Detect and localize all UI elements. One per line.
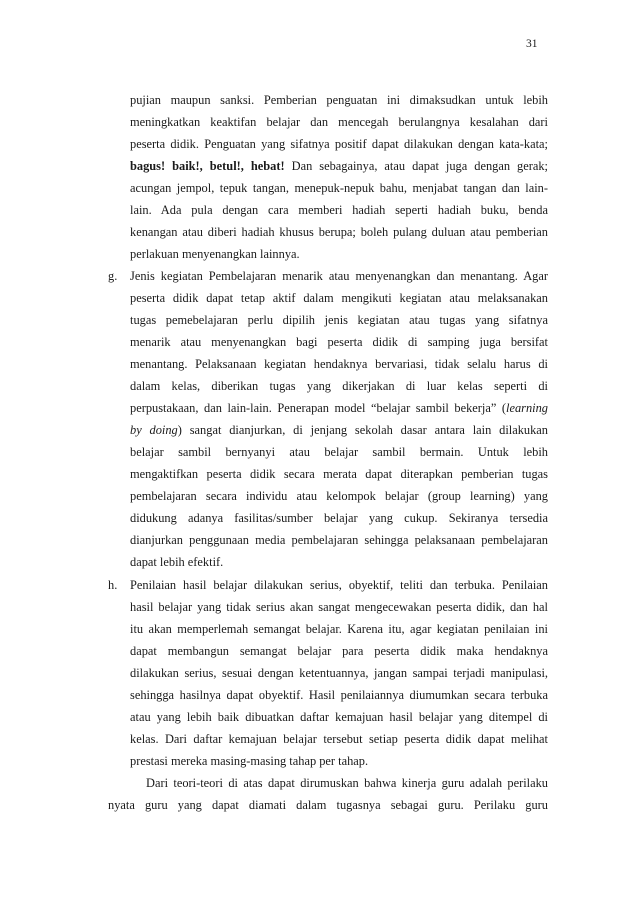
item-h-line: dapat membangun semangat belajar para peserta didik maka hendaknya — [130, 644, 548, 658]
item-g-line: dalam kelas, diberikan tugas yang dikerjakan di luar kelas seperti di — [130, 379, 548, 393]
item-g-line — [130, 398, 548, 418]
paragraph-line: pujian maupun sanksi. Pemberian penguatan ini dimaksudkan untuk lebih — [130, 93, 548, 107]
item-h-line: sehingga hasilnya dapat obyektif. Hasil penilaiannya diumumkan secara terbuka — [130, 688, 548, 702]
praise-words: bagus! baik!, betul!, hebat! — [130, 159, 285, 173]
closing-line: Dari teori-teori di atas dapat dirumuskan bahwa kinerja guru adalah perilaku — [146, 776, 548, 790]
item-g-line: mengaktifkan peserta didik secara merata dapat diterapkan pemberian tugas — [130, 467, 548, 481]
item-g-line: pembelajaran secara individu atau kelompok belajar (group learning) yang — [130, 489, 548, 503]
paragraph-line: lain. Ada pula dengan cara memberi hadiah seperti hadiah buku, benda — [130, 203, 548, 217]
item-g-line: dianjurkan penggunaan media pembelajaran sehingga pelaksanaan pembelajaran — [130, 533, 548, 547]
item-g-line: peserta didik dapat tetap aktif dalam mengikuti kegiatan atau melaksanakan — [130, 291, 548, 305]
item-g-line: belajar sambil bernyanyi atau belajar sambil bermain. Untuk lebih — [130, 445, 548, 459]
paragraph-line — [130, 156, 548, 176]
paragraph-text: ) sangat dianjurkan, di jenjang sekolah dasar antara lain dilakukan — [177, 423, 548, 437]
item-g-line: dapat lebih efektif. — [130, 555, 224, 569]
list-marker-h: h. — [108, 578, 118, 592]
paragraph-text: Dan sebagainya, atau dapat juga dengan gerak; — [284, 159, 548, 173]
item-h-line: prestasi mereka masing-masing tahap per tahap. — [130, 754, 369, 768]
closing-line: nyata guru yang dapat diamati dalam tugasnya sebagai guru. Perilaku guru — [108, 798, 548, 812]
item-g-line: menantang. Pelaksanaan kegiatan hendaknya bervariasi, tidak selalu harus di — [130, 357, 548, 371]
item-h-line: Penilaian hasil belajar dilakukan serius, obyektif, teliti dan terbuka. Penilaian — [130, 578, 548, 592]
paragraph-line: perlakuan menyenangkan lainnya. — [130, 247, 300, 261]
list-marker-g: g. — [108, 269, 118, 283]
item-g-line: menarik atau menyenangkan bagi peserta didik di samping juga bersifat — [130, 335, 548, 349]
item-h-line: dilakukan serius, sesuai dengan ketentuannya, jangan sampai terjadi manipulasi, — [130, 666, 548, 680]
italic-term: by doing — [130, 423, 178, 437]
paragraph-line: kenangan atau diberi hadiah khusus berupa; boleh pulang duluan atau pemberian — [130, 225, 548, 239]
item-h-line: kelas. Dari daftar kemajuan belajar tersebut setiap peserta didik dapat melihat — [130, 732, 548, 746]
italic-term: learning — [506, 401, 548, 415]
paragraph-line: peserta didik. Penguatan yang sifatnya positif dapat dilakukan dengan kata-kata; — [130, 137, 548, 151]
item-g-line: Jenis kegiatan Pembelajaran menarik atau menyenangkan dan menantang. Agar — [130, 269, 548, 283]
item-g-line: didukung adanya fasilitas/sumber belajar yang cukup. Sekiranya tersedia — [130, 511, 548, 525]
paragraph-line: acungan jempol, tepuk tangan, menepuk-nepuk bahu, menjabat tangan dan lain- — [130, 181, 548, 195]
page-number: 31 — [526, 38, 538, 50]
paragraph-line: meningkatkan keaktifan belajar dan mencegah berulangnya kesalahan dari — [130, 115, 548, 129]
item-h-line: hasil belajar yang tidak serius akan sangat mengecewakan peserta didik, dan hal — [130, 600, 548, 614]
item-g-line: tugas pemebelajaran perlu dipilih jenis kegiatan atau tugas yang sifatnya — [130, 313, 548, 327]
paragraph-text: perpustakaan, dan lain-lain. Penerapan model “belajar sambil bekerja” ( — [130, 401, 506, 415]
item-h-line: itu akan memperlemah semangat belajar. Karena itu, agar kegiatan penilaian ini — [130, 622, 548, 636]
item-g-line — [130, 420, 548, 440]
item-h-line: atau yang lebih baik dibuatkan daftar kemajuan hasil belajar yang ditempel di — [130, 710, 548, 724]
